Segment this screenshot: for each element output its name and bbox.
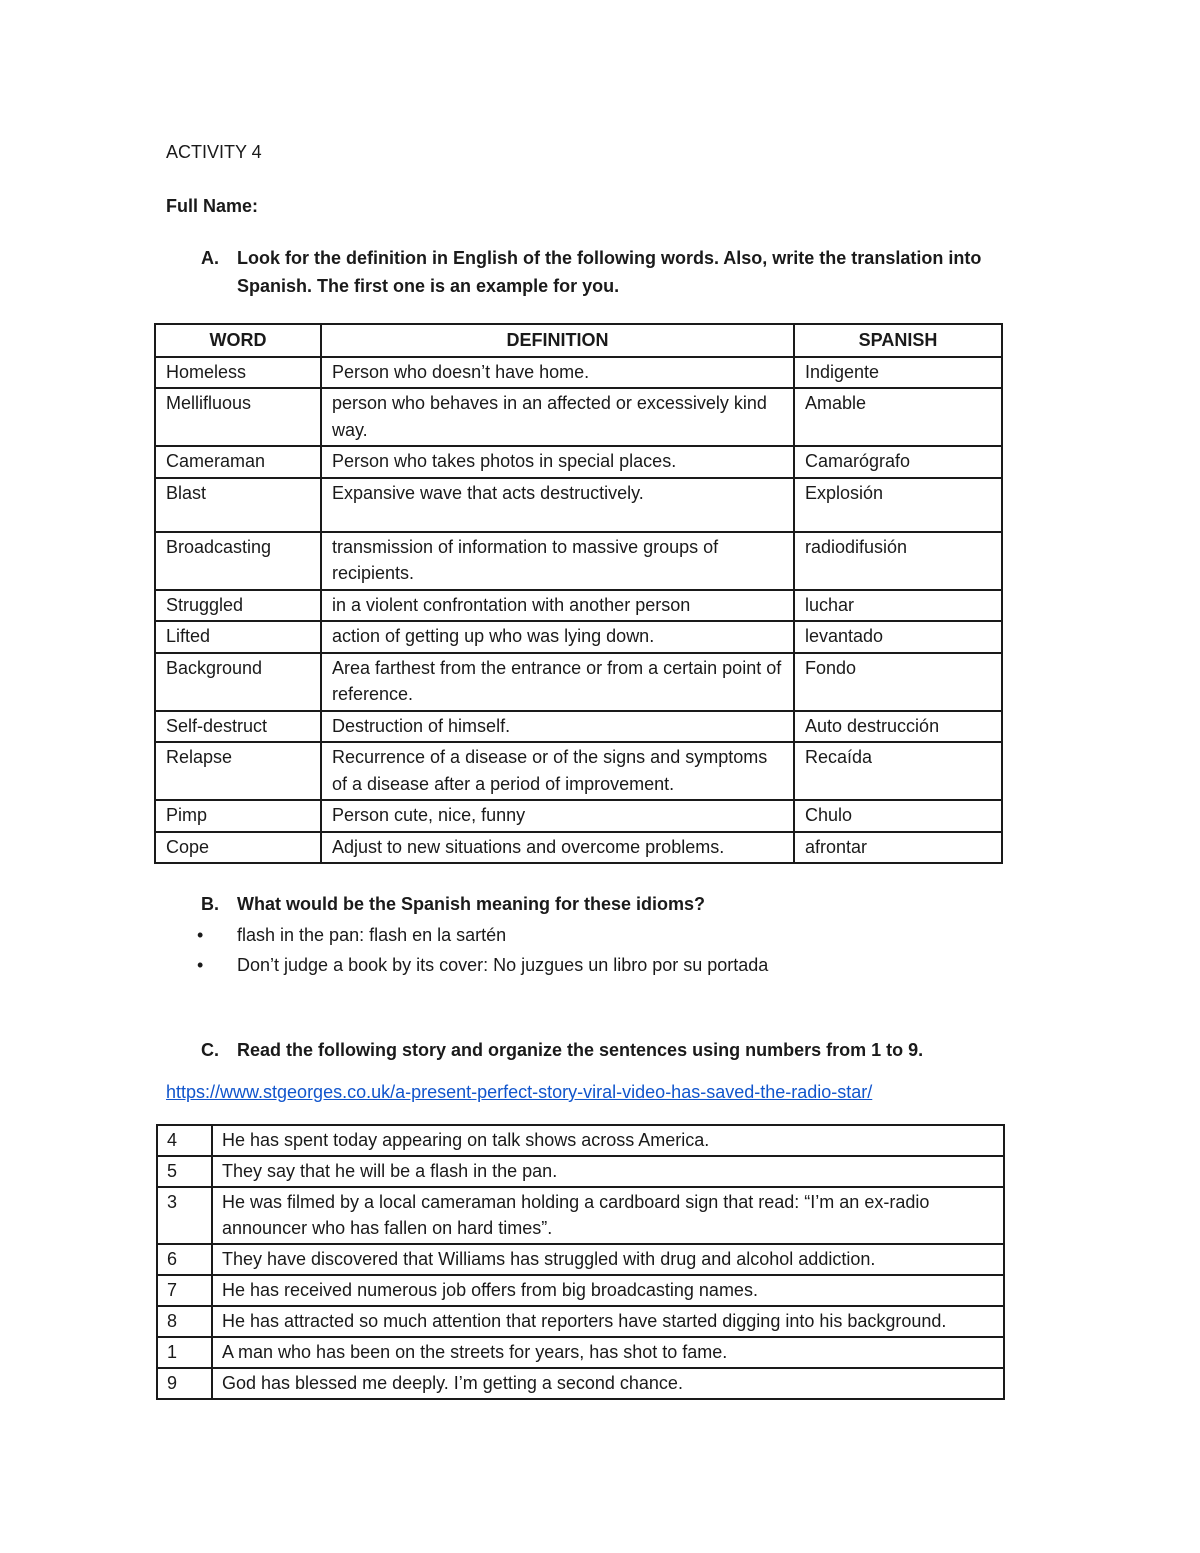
definition-cell: Adjust to new situations and overcome problems.	[321, 832, 794, 864]
definition-cell: action of getting up who was lying down.	[321, 621, 794, 653]
spanish-cell: Amable	[794, 388, 1002, 446]
word-cell: Blast	[155, 478, 321, 532]
spanish-cell: Camarógrafo	[794, 446, 1002, 478]
section-b-letter: B.	[201, 894, 219, 914]
list-item	[197, 920, 768, 950]
header-word: WORD	[155, 324, 321, 357]
table-row	[157, 1337, 1004, 1368]
vocabulary-row	[155, 800, 1002, 832]
definition-cell: transmission of information to massive groups of recipients.	[321, 532, 794, 590]
definition-cell: Area farthest from the entrance or from a certain point of reference.	[321, 653, 794, 711]
section-a-letter: A.	[201, 248, 219, 268]
table-row	[157, 1275, 1004, 1306]
table-row	[157, 1368, 1004, 1399]
word-cell: Lifted	[155, 621, 321, 653]
vocabulary-row	[155, 446, 1002, 478]
header-spanish: SPANISH	[794, 324, 1002, 357]
definition-cell: in a violent confrontation with another person	[321, 590, 794, 622]
word-cell: Struggled	[155, 590, 321, 622]
vocabulary-row	[155, 653, 1002, 711]
word-cell: Self-destruct	[155, 711, 321, 743]
word-cell: Broadcasting	[155, 532, 321, 590]
spanish-cell: Auto destrucción	[794, 711, 1002, 743]
sentence-text: A man who has been on the streets for years, has shot to fame.	[212, 1337, 1004, 1368]
vocabulary-row	[155, 711, 1002, 743]
word-cell: Pimp	[155, 800, 321, 832]
word-cell: Mellifluous	[155, 388, 321, 446]
vocabulary-row	[155, 742, 1002, 800]
order-number: 4	[157, 1125, 212, 1156]
activity-title: ACTIVITY 4	[166, 142, 262, 162]
spanish-cell: Fondo	[794, 653, 1002, 711]
sentence-text: He has spent today appearing on talk shows across America.	[212, 1125, 1004, 1156]
word-cell: Relapse	[155, 742, 321, 800]
word-cell: Cope	[155, 832, 321, 864]
order-number: 7	[157, 1275, 212, 1306]
spanish-cell: Recaída	[794, 742, 1002, 800]
definition-cell: Person who doesn’t have home.	[321, 357, 794, 389]
spanish-cell: Indigente	[794, 357, 1002, 389]
vocabulary-row	[155, 357, 1002, 389]
vocabulary-table	[154, 323, 1003, 864]
definition-cell: Person who takes photos in special places.	[321, 446, 794, 478]
section-a-instruction: Look for the definition in English of the following words. Also, write the translation into Spanish. The first one is an example for you.	[237, 248, 982, 296]
idioms-list	[197, 920, 768, 980]
table-row	[157, 1306, 1004, 1337]
vocabulary-row	[155, 478, 1002, 532]
vocabulary-row	[155, 621, 1002, 653]
spanish-cell: radiodifusión	[794, 532, 1002, 590]
word-cell: Cameraman	[155, 446, 321, 478]
table-row	[157, 1156, 1004, 1187]
sentence-text: He has received numerous job offers from big broadcasting names.	[212, 1275, 1004, 1306]
spanish-cell: levantado	[794, 621, 1002, 653]
word-cell: Background	[155, 653, 321, 711]
order-number: 8	[157, 1306, 212, 1337]
sentence-text: God has blessed me deeply. I’m getting a second chance.	[212, 1368, 1004, 1399]
vocabulary-row	[155, 832, 1002, 864]
order-number: 3	[157, 1187, 212, 1244]
order-number: 6	[157, 1244, 212, 1275]
bullet-icon: •	[197, 925, 204, 945]
spanish-cell: Explosión	[794, 478, 1002, 532]
idiom-text: flash in the pan: flash en la sartén	[237, 925, 507, 945]
table-row	[157, 1125, 1004, 1156]
definition-cell: Recurrence of a disease or of the signs and symptoms of a disease after a period of improvement.	[321, 742, 794, 800]
sentence-text: They have discovered that Williams has struggled with drug and alcohol addiction.	[212, 1244, 1004, 1275]
order-number: 9	[157, 1368, 212, 1399]
spanish-cell: Chulo	[794, 800, 1002, 832]
sentence-text: They say that he will be a flash in the pan.	[212, 1156, 1004, 1187]
list-item	[197, 950, 768, 980]
section-c-instruction: Read the following story and organize the sentences using numbers from 1 to 9.	[237, 1040, 924, 1060]
sentence-text: He has attracted so much attention that reporters have started digging into his background.	[212, 1306, 1004, 1337]
vocabulary-row	[155, 532, 1002, 590]
word-cell: Homeless	[155, 357, 321, 389]
sentence-text: He was filmed by a local cameraman holding a cardboard sign that read: “I’m an ex-radio announcer who has fallen on hard times”.	[212, 1187, 1004, 1244]
vocabulary-header-row	[155, 324, 1002, 357]
spanish-cell: luchar	[794, 590, 1002, 622]
header-definition: DEFINITION	[321, 324, 794, 357]
definition-cell: Person cute, nice, funny	[321, 800, 794, 832]
vocabulary-row	[155, 590, 1002, 622]
definition-cell: Expansive wave that acts destructively.	[321, 478, 794, 532]
order-number: 1	[157, 1337, 212, 1368]
definition-cell: Destruction of himself.	[321, 711, 794, 743]
full-name-label: Full Name:	[166, 196, 259, 216]
section-c-letter: C.	[201, 1040, 219, 1060]
idiom-text: Don’t judge a book by its cover: No juzgues un libro por su portada	[237, 955, 769, 975]
spanish-cell: afrontar	[794, 832, 1002, 864]
order-number: 5	[157, 1156, 212, 1187]
story-order-table	[156, 1124, 1005, 1400]
section-b-question: What would be the Spanish meaning for these idioms?	[237, 894, 706, 914]
table-row	[157, 1187, 1004, 1244]
bullet-icon: •	[197, 955, 204, 975]
vocabulary-row	[155, 388, 1002, 446]
table-row	[157, 1244, 1004, 1275]
definition-cell: person who behaves in an affected or excessively kind way.	[321, 388, 794, 446]
story-link[interactable]: https://www.stgeorges.co.uk/a-present-perfect-story-viral-video-has-saved-the-radio-star/	[166, 1082, 873, 1102]
